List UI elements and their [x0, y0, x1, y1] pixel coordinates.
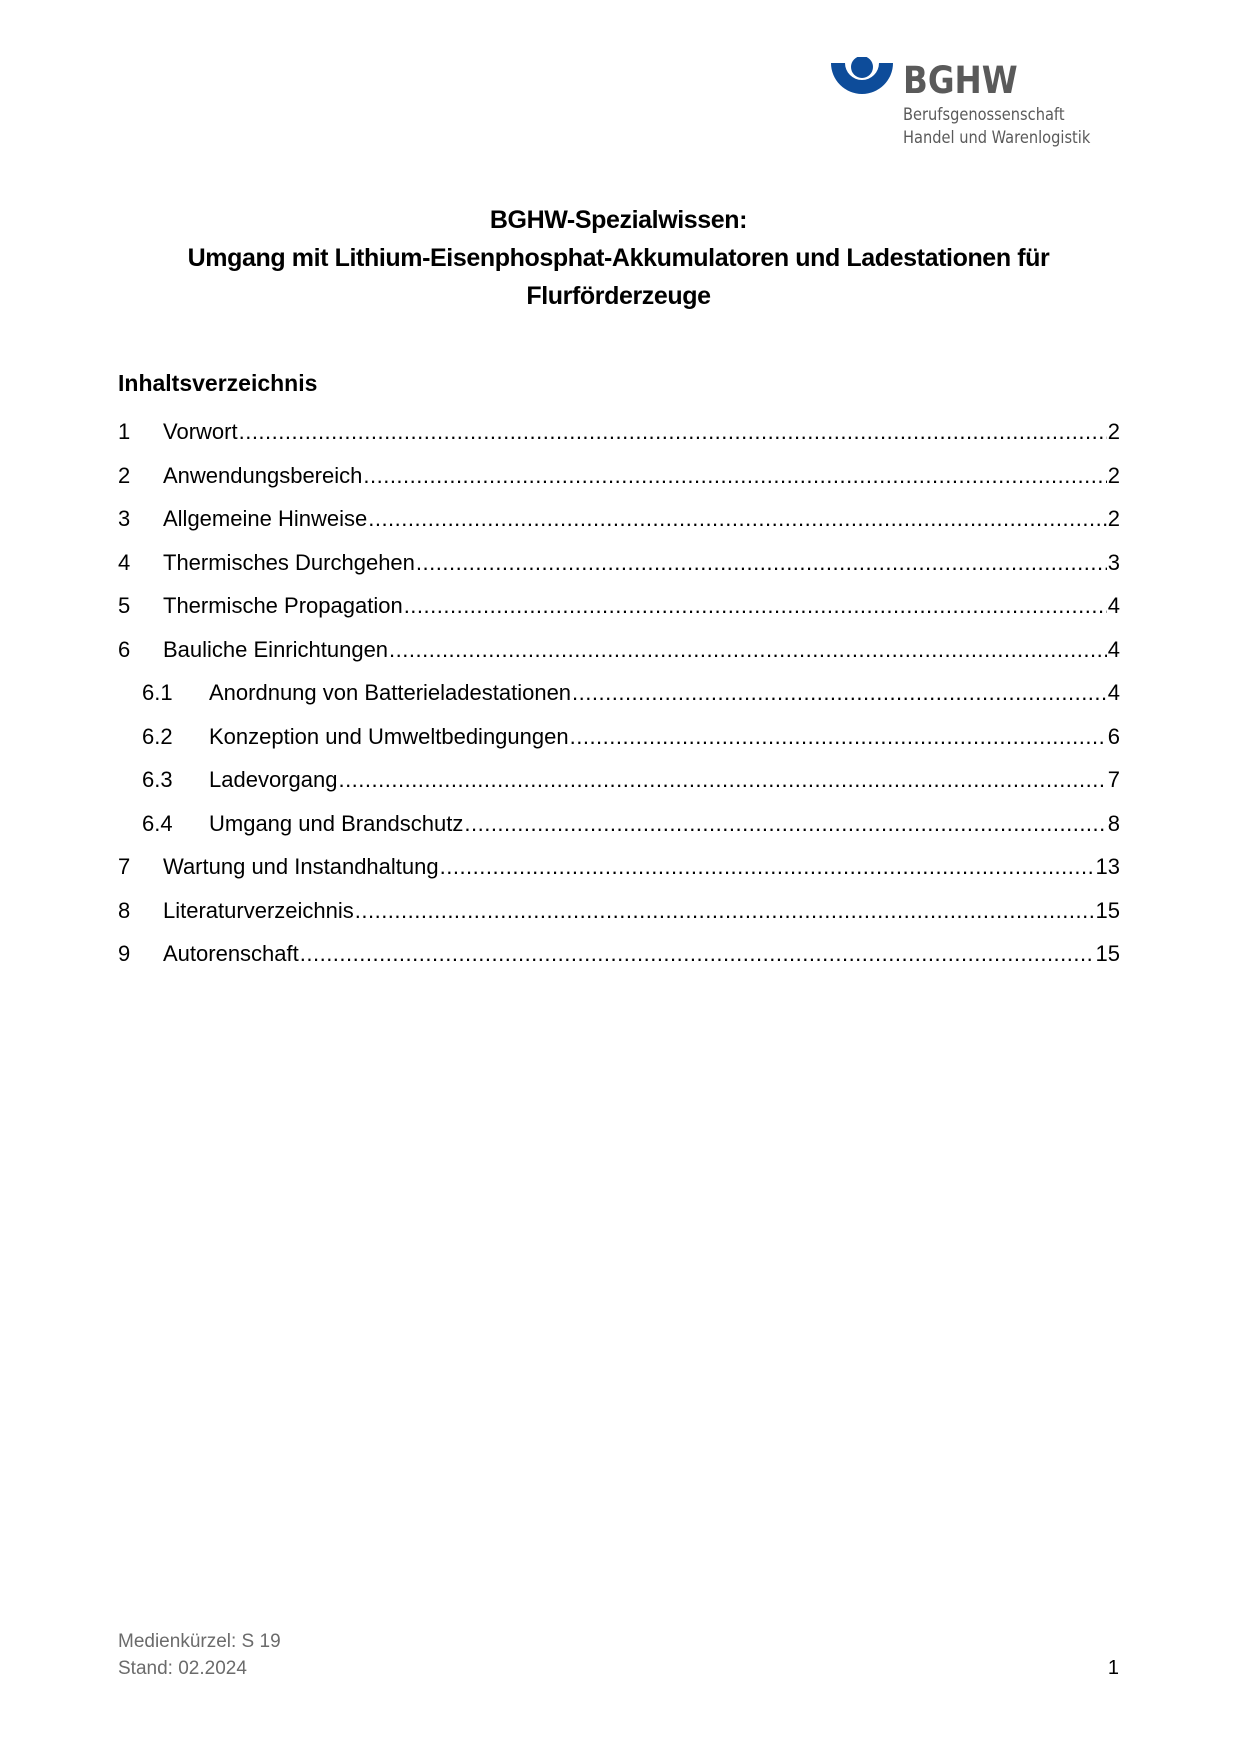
toc-entry-number: 2 [118, 462, 131, 488]
toc-entry-number: 6 [118, 636, 131, 662]
toc-entry-page[interactable]: 8 [1107, 810, 1120, 836]
title-line-2: Umgang mit Lithium-Eisenphosphat-Akkumulatoren und Ladestationen für [187, 244, 1050, 272]
toc-subentry[interactable] [118, 758, 1120, 802]
bghw-emblem-icon [831, 57, 893, 101]
toc-entry[interactable] [118, 584, 1120, 628]
toc-entry-page[interactable]: 7 [1107, 767, 1120, 792]
toc-entry[interactable] [118, 454, 1120, 498]
toc-entry-label[interactable]: Vorwort [163, 419, 238, 444]
toc-leader-dots [355, 889, 1095, 933]
toc-entry[interactable] [118, 889, 1120, 933]
toc-entry-number: 3 [118, 506, 131, 531]
toc-leader-dots [440, 845, 1095, 889]
toc-entry[interactable] [118, 497, 1120, 541]
toc-entry[interactable] [118, 628, 1120, 672]
toc-subentry[interactable] [118, 671, 1120, 715]
toc-entry-number: 8 [118, 897, 131, 923]
toc-subentry[interactable] [118, 715, 1120, 759]
toc-entry-page[interactable]: 2 [1107, 419, 1120, 444]
toc-entry-label[interactable]: Thermische Propagation [163, 593, 403, 618]
toc-leader-dots [404, 584, 1107, 628]
toc-leader-dots [572, 671, 1107, 715]
document-date: Stand: 02.2024 [118, 1658, 247, 1679]
toc-entry-label[interactable]: Anordnung von Batterieladestationen [209, 680, 572, 705]
toc-entry-page[interactable]: 13 [1095, 854, 1120, 879]
toc-entry-label[interactable]: Literaturverzeichnis [163, 897, 354, 923]
toc-entry-page[interactable]: 2 [1107, 462, 1120, 488]
toc-entry[interactable] [118, 410, 1120, 454]
toc-entry-page[interactable]: 15 [1095, 941, 1120, 966]
toc-entry-label[interactable]: Wartung und Instandhaltung [163, 854, 439, 879]
bghw-logo [831, 57, 1121, 152]
toc-entry-page[interactable]: 6 [1107, 723, 1120, 749]
logo-subtitle-line1: Berufsgenossenschaft [903, 105, 1065, 125]
table-of-contents [118, 410, 1120, 976]
toc-entry-number: 6.3 [142, 767, 173, 792]
toc-leader-dots [363, 454, 1106, 498]
toc-entry-label[interactable]: Ladevorgang [209, 767, 338, 792]
toc-entry-page[interactable]: 4 [1107, 636, 1120, 662]
toc-entry[interactable] [118, 845, 1120, 889]
toc-entry-number: 6.4 [142, 810, 173, 836]
toc-leader-dots [416, 541, 1107, 585]
title-line-1: BGHW-Spezialwissen: [489, 206, 748, 234]
toc-entry-number: 6.1 [142, 680, 173, 705]
toc-subentry[interactable] [118, 802, 1120, 846]
toc-entry-number: 5 [118, 593, 131, 618]
toc-heading: Inhaltsverzeichnis [118, 370, 318, 396]
toc-entry[interactable] [118, 541, 1120, 585]
toc-entry-page[interactable]: 4 [1107, 593, 1120, 618]
toc-entry-number: 6.2 [142, 723, 173, 749]
toc-entry-page[interactable]: 2 [1107, 506, 1120, 531]
toc-entry-label[interactable]: Thermisches Durchgehen [163, 549, 415, 575]
toc-entry-label[interactable]: Konzeption und Umweltbedingungen [209, 723, 569, 749]
toc-entry-number: 4 [118, 549, 131, 575]
toc-entry-label[interactable]: Bauliche Einrichtungen [163, 636, 389, 662]
toc-leader-dots [368, 497, 1107, 541]
toc-entry-label[interactable]: Umgang und Brandschutz [209, 810, 464, 836]
toc-entry-number: 7 [118, 854, 131, 879]
toc-leader-dots [389, 628, 1107, 672]
logo-subtitle-line2: Handel und Warenlogistik [903, 128, 1091, 148]
toc-entry-label[interactable]: Autorenschaft [163, 941, 299, 966]
toc-entry[interactable] [118, 932, 1120, 976]
page-number: 1 [1107, 1657, 1119, 1679]
toc-leader-dots [338, 758, 1106, 802]
media-code: Medienkürzel: S 19 [118, 1631, 281, 1652]
toc-leader-dots [239, 410, 1107, 454]
toc-leader-dots [464, 802, 1106, 846]
toc-entry-page[interactable]: 3 [1107, 549, 1120, 575]
title-line-3: Flurförderzeuge [526, 282, 711, 310]
toc-leader-dots [300, 932, 1095, 976]
toc-entry-label[interactable]: Allgemeine Hinweise [163, 506, 368, 531]
toc-entry-page[interactable]: 4 [1107, 680, 1120, 705]
toc-entry-page[interactable]: 15 [1095, 897, 1120, 923]
toc-entry-number: 9 [118, 941, 131, 966]
page-footer [118, 1628, 281, 1682]
logo-wordmark: BGHW [903, 59, 1018, 102]
toc-entry-number: 1 [118, 419, 131, 444]
toc-leader-dots [570, 715, 1107, 759]
toc-entry-label[interactable]: Anwendungsbereich [163, 462, 363, 488]
document-title [100, 201, 1137, 315]
